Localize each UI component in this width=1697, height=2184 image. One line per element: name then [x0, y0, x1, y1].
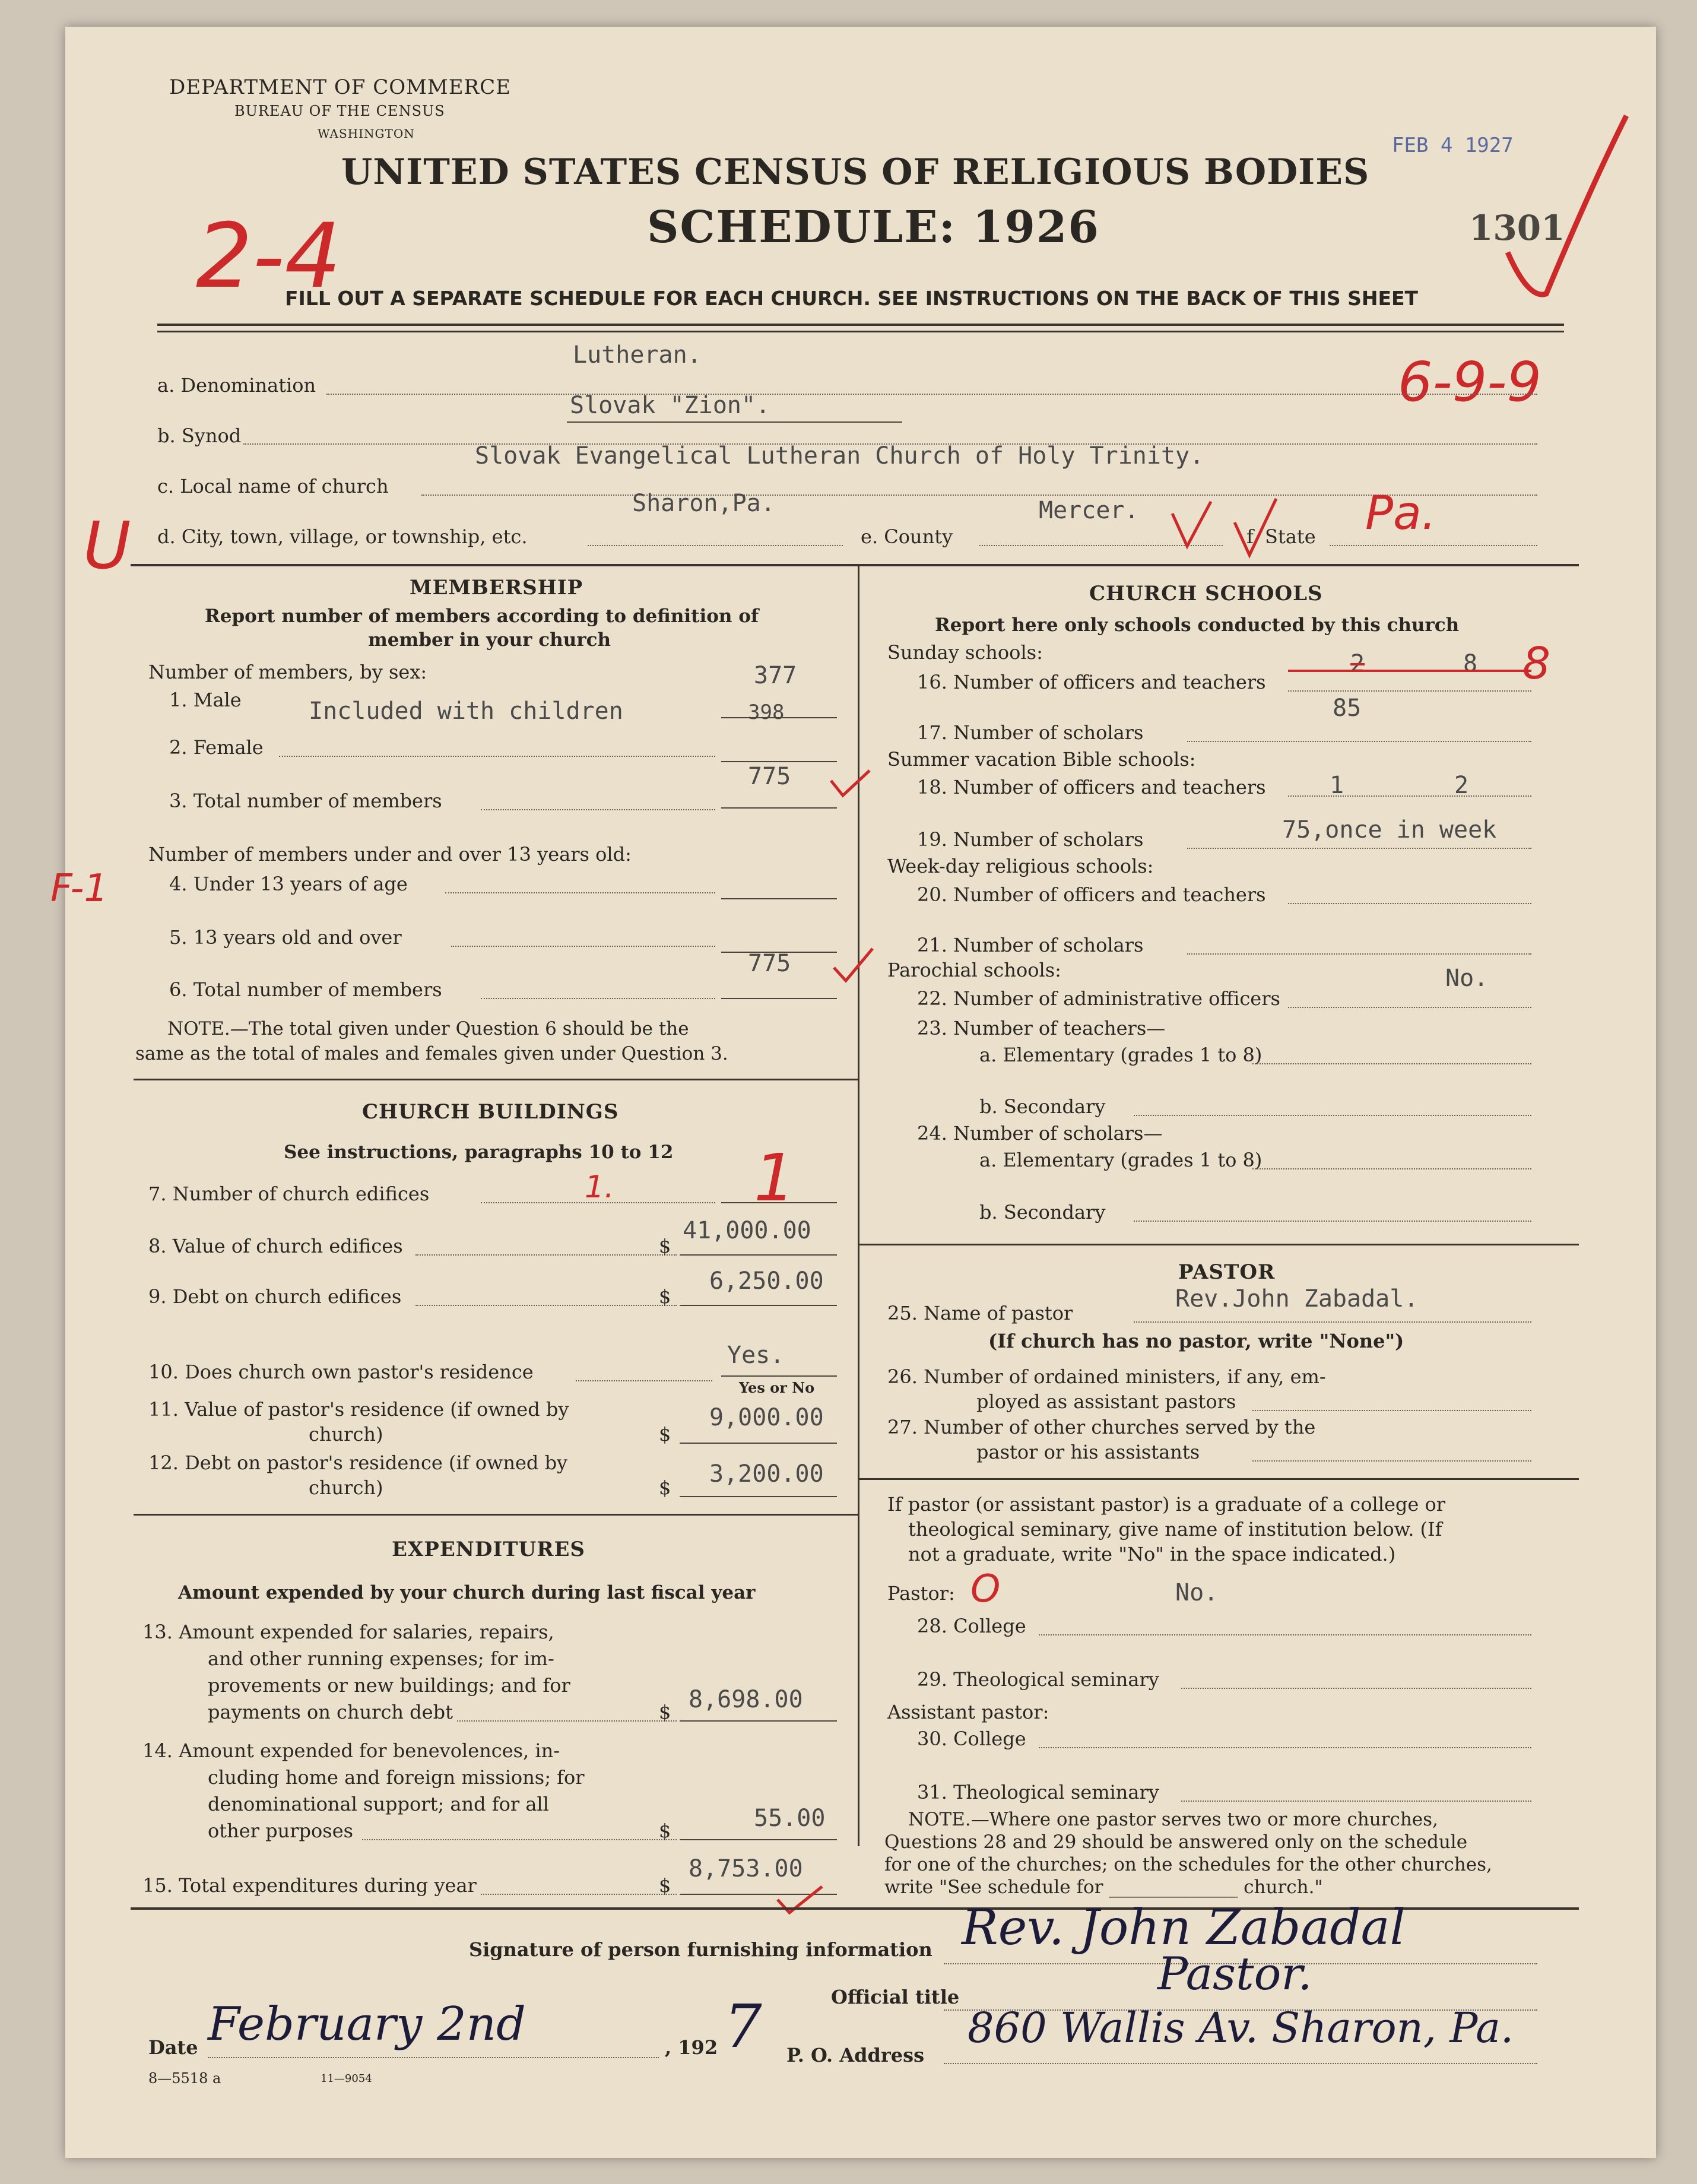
- signature-label: Signature of person furnishing information: [469, 1938, 932, 1961]
- q23-label: 23. Number of teachers—: [917, 1017, 1166, 1039]
- parochial-officers-value: No.: [1445, 965, 1489, 992]
- membership-heading: MEMBERSHIP: [410, 576, 583, 600]
- form-title: UNITED STATES CENSUS OF RELIGIOUS BODIES: [341, 151, 1370, 193]
- q18-label: 18. Number of officers and teachers: [917, 776, 1266, 798]
- synod-value: Slovak "Zion".: [570, 392, 770, 419]
- q12-dollar: $: [659, 1476, 671, 1499]
- total-expenditures-value: 8,753.00: [689, 1855, 803, 1882]
- red-county-checks-icon: [1169, 496, 1306, 561]
- pastor-heading: PASTOR: [1178, 1260, 1276, 1284]
- q4-under-13-label: 4. Under 13 years of age: [169, 873, 408, 895]
- q13-label-3: provements or new buildings; and for: [208, 1674, 570, 1697]
- q27-label-2: pastor or his assistants: [976, 1441, 1200, 1463]
- red-annotation-top-right: 6-9-9: [1398, 350, 1541, 414]
- q23a-label: a. Elementary (grades 1 to 8): [979, 1044, 1263, 1066]
- state-label: f. State: [1246, 525, 1316, 548]
- q13-label-1: 13. Amount expended for salaries, repairs,: [142, 1621, 554, 1643]
- local-name-label: c. Local name of church: [157, 475, 389, 497]
- red-check-expenditures-icon: [775, 1882, 828, 1917]
- residence-value: 9,000.00: [709, 1404, 824, 1431]
- q13-dollar: $: [659, 1701, 671, 1723]
- q26-label-2: ployed as assistant pastors: [976, 1390, 1236, 1413]
- members-by-age-label: Number of members under and over 13 years old:: [148, 843, 632, 866]
- q26-label-1: 26. Number of ordained ministers, if any, em-: [887, 1365, 1326, 1388]
- benevolences-value: 55.00: [754, 1805, 826, 1832]
- address-value: 860 Wallis Av. Sharon, Pa.: [968, 2004, 1514, 2052]
- q15-total-label: 15. Total expenditures during year: [142, 1874, 477, 1897]
- county-label: e. County: [861, 525, 953, 548]
- buildings-sub: See instructions, paragraphs 10 to 12: [284, 1142, 674, 1163]
- weekday-schools-label: Week-day religious schools:: [887, 855, 1154, 877]
- red-check-total-2-icon: [831, 944, 878, 985]
- official-title-value: Pastor.: [1157, 1947, 1312, 2000]
- owns-residence-value: Yes.: [727, 1342, 785, 1369]
- year-digit: 7: [724, 1992, 762, 2061]
- edifices-value-amount: 41,000.00: [683, 1217, 811, 1244]
- q24b-label: b. Secondary: [979, 1201, 1106, 1223]
- census-form: [50, 27, 1656, 2158]
- q11-value-label: 11. Value of pastor's residence (if owned by: [148, 1398, 569, 1421]
- form-number: 8—5518 a: [148, 2070, 221, 2087]
- red-annotation-membership: F-1: [50, 867, 109, 911]
- q12-debt-label-2: church): [309, 1476, 383, 1499]
- membership-note-line-1: NOTE.—The total given under Question 6 should be the: [167, 1018, 689, 1039]
- q22-label: 22. Number of administrative officers: [917, 987, 1280, 1010]
- schools-heading: CHURCH SCHOOLS: [1089, 582, 1323, 606]
- pastor-note-line-2: Questions 28 and 29 should be answered only on the schedule: [884, 1831, 1468, 1853]
- membership-intro: Report number of members according to definition of: [205, 606, 759, 627]
- red-annotation-left-margin: U: [83, 508, 131, 584]
- q20-label: 20. Number of officers and teachers: [917, 883, 1266, 906]
- red-teachers-ink: 8: [1522, 638, 1551, 689]
- date-label: Date: [148, 2036, 198, 2059]
- q25-hint: (If church has no pastor, write "None"): [988, 1330, 1404, 1352]
- q31-label: 31. Theological seminary: [917, 1781, 1159, 1803]
- q8-value-label: 8. Value of church edifices: [148, 1235, 403, 1257]
- year-prefix: , 192: [665, 2036, 718, 2059]
- schools-sub: Report here only schools conducted by this church: [935, 614, 1460, 636]
- male-value: 377: [754, 662, 797, 689]
- q12-debt-label: 12. Debt on pastor's residence (if owned by: [148, 1451, 568, 1474]
- membership-note-line-2: same as the total of males and females given under Question 3.: [135, 1043, 728, 1064]
- city-value: Sharon,Pa.: [632, 490, 775, 517]
- q14-label-1: 14. Amount expended for benevolences, in-: [142, 1739, 560, 1762]
- expenditures-sub: Amount expended by your church during last fiscal year: [178, 1582, 756, 1603]
- q6-total-label: 6. Total number of members: [169, 978, 442, 1001]
- summer-teachers-value-2: 2: [1454, 772, 1469, 799]
- q11-dollar: $: [659, 1423, 671, 1446]
- sunday-scholars-value: 85: [1333, 695, 1362, 722]
- county-value: Mercer.: [1039, 497, 1139, 524]
- q14-label-3: denominational support; and for all: [208, 1793, 549, 1815]
- form-schedule: SCHEDULE: 1926: [647, 202, 1100, 253]
- q8-dollar: $: [659, 1235, 671, 1257]
- summer-schools-label: Summer vacation Bible schools:: [887, 748, 1196, 771]
- total-members-value-2: 775: [748, 950, 791, 977]
- sunday-schools-label: Sunday schools:: [887, 641, 1043, 664]
- bureau-name: BUREAU OF THE CENSUS: [234, 103, 445, 119]
- red-checkmark-icon: [1502, 104, 1638, 306]
- q3-total-label: 3. Total number of members: [169, 790, 442, 812]
- red-pastor-circle: O: [970, 1567, 1001, 1611]
- q7-edifices-label: 7. Number of church edifices: [148, 1183, 430, 1205]
- address-label: P. O. Address: [786, 2044, 925, 2066]
- pastor-note-line-1: NOTE.—Where one pastor serves two or more churches,: [908, 1809, 1438, 1830]
- q1-male-label: 1. Male: [169, 689, 242, 711]
- q17-label: 17. Number of scholars: [917, 721, 1144, 744]
- q19-label: 19. Number of scholars: [917, 828, 1144, 851]
- q5-over-13-label: 5. 13 years old and over: [169, 926, 402, 949]
- summer-scholars-value: 75,once in week: [1282, 816, 1497, 844]
- members-by-sex-label: Number of members, by sex:: [148, 661, 427, 683]
- yes-or-no-hint: Yes or No: [739, 1379, 815, 1396]
- q9-dollar: $: [659, 1285, 671, 1308]
- q23b-label: b. Secondary: [979, 1095, 1106, 1118]
- red-edifices-ink: 1: [754, 1140, 795, 1216]
- q2-female-label: 2. Female: [169, 736, 264, 759]
- denomination-label: a. Denomination: [157, 374, 316, 397]
- q30-label: 30. College: [917, 1727, 1026, 1750]
- q13-label-2: and other running expenses; for im-: [208, 1647, 554, 1670]
- official-title-label: Official title: [831, 1986, 960, 2008]
- received-stamp: FEB 4 1927: [1392, 134, 1514, 157]
- buildings-heading: CHURCH BUILDINGS: [362, 1100, 619, 1124]
- pastor-name-value: Rev.John Zabadal.: [1175, 1285, 1419, 1313]
- sunday-teachers-value-2: 8: [1463, 650, 1478, 677]
- department-name: DEPARTMENT OF COMMERCE: [169, 75, 511, 99]
- q24a-label: a. Elementary (grades 1 to 8): [979, 1149, 1263, 1171]
- q10-residence-label: 10. Does church own pastor's residence: [148, 1361, 534, 1383]
- female-value: 398: [748, 700, 785, 724]
- denomination-value: Lutheran.: [573, 341, 702, 369]
- instruction-bar: FILL OUT A SEPARATE SCHEDULE FOR EACH CHURCH. SEE INSTRUCTIONS ON THE BACK OF THIS SHEET: [285, 287, 1419, 310]
- q9-debt-label: 9. Debt on church edifices: [148, 1285, 402, 1308]
- graduate-line-1: If pastor (or assistant pastor) is a graduate of a college or: [887, 1493, 1446, 1516]
- pastor-note-line-3: for one of the churches; on the schedules for the other churches,: [884, 1854, 1492, 1875]
- synod-label: b. Synod: [157, 424, 242, 447]
- city-label: d. City, town, village, or township, etc.: [157, 525, 528, 548]
- total-members-value: 775: [748, 763, 791, 790]
- date-value: February 2nd: [208, 1998, 526, 2051]
- pastor-grad-label: Pastor:: [887, 1582, 955, 1605]
- edifices-debt-value: 6,250.00: [709, 1267, 824, 1295]
- q16-label: 16. Number of officers and teachers: [917, 671, 1266, 693]
- q25-label: 25. Name of pastor: [887, 1302, 1073, 1324]
- q14-label-4: other purposes: [208, 1820, 354, 1842]
- pastor-grad-value: No.: [1175, 1579, 1219, 1606]
- signature-value: Rev. John Zabadal: [962, 1900, 1406, 1956]
- parochial-schools-label: Parochial schools:: [887, 959, 1061, 981]
- q14-label-2: cluding home and foreign missions; for: [208, 1766, 585, 1789]
- graduate-line-3: not a graduate, write "No" in the space indicated.): [908, 1543, 1396, 1565]
- q14-dollar: $: [659, 1820, 671, 1842]
- city-name: WASHINGTON: [318, 126, 415, 141]
- q11-value-label-2: church): [309, 1423, 383, 1446]
- q28-label: 28. College: [917, 1615, 1026, 1637]
- print-number: 11—9054: [321, 2072, 372, 2085]
- summer-teachers-value: 1: [1330, 772, 1344, 799]
- red-annotation-top-left: 2-4: [196, 205, 341, 308]
- q29-label: 29. Theological seminary: [917, 1668, 1159, 1691]
- membership-intro-2: member in your church: [368, 629, 611, 651]
- expenditures-heading: EXPENDITURES: [392, 1538, 585, 1561]
- q24-label: 24. Number of scholars—: [917, 1122, 1163, 1145]
- state-value: Pa.: [1365, 487, 1436, 540]
- running-expenses-value: 8,698.00: [689, 1686, 803, 1713]
- assistant-pastor-label: Assistant pastor:: [887, 1701, 1049, 1723]
- q15-dollar: $: [659, 1874, 671, 1897]
- sunday-teachers-value: 2: [1350, 650, 1365, 677]
- form-number-stamp: 1301: [1469, 208, 1565, 248]
- pastor-note-line-4: write "See schedule for ______________ church.": [884, 1876, 1323, 1898]
- edifices-value: 1.: [585, 1169, 614, 1205]
- local-name-value: Slovak Evangelical Lutheran Church of Holy Trinity.: [475, 442, 1204, 470]
- q13-label-4: payments on church debt: [208, 1701, 453, 1723]
- residence-debt-value: 3,200.00: [709, 1460, 824, 1488]
- graduate-line-2: theological seminary, give name of institution below. (If: [908, 1518, 1442, 1540]
- q27-label-1: 27. Number of other churches served by the: [887, 1416, 1316, 1438]
- q21-label: 21. Number of scholars: [917, 934, 1144, 956]
- red-check-total-icon: [828, 766, 876, 801]
- male-note: Included with children: [309, 698, 623, 725]
